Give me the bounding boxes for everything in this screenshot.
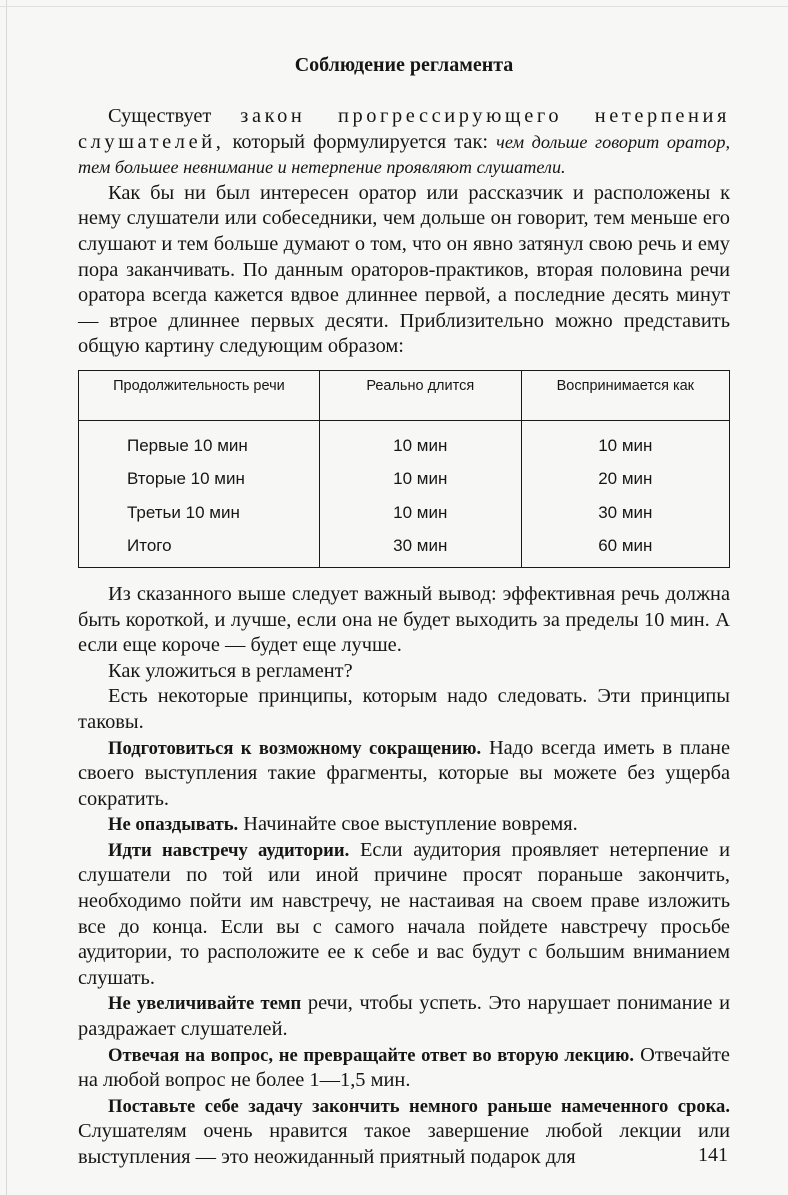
principle-heading: Идти навстречу аудитории. <box>108 839 350 861</box>
header-duration: Продолжительность речи <box>79 370 320 420</box>
paragraph-question: Как уложиться в регламент? <box>108 659 353 682</box>
duration-table <box>78 370 730 568</box>
principle-finish-early <box>78 1094 730 1171</box>
page-edge-top <box>0 6 788 7</box>
law-connector: который формулируется так: <box>224 130 497 153</box>
principle-heading: Не опаздывать. <box>108 814 239 836</box>
cell-perceived: 10 мин <box>521 420 729 462</box>
cell-perceived: 20 мин <box>521 462 729 496</box>
header-perceived: Воспринимается как <box>521 370 729 420</box>
paragraph-principles: Есть некоторые принципы, которым надо следовать. Эти принципы таковы. <box>78 685 730 733</box>
principle-audience <box>78 838 730 992</box>
table-row-total <box>79 529 730 567</box>
principle-heading: Отвечая на вопрос, не превращайте ответ во вторую лекцию. <box>108 1044 634 1066</box>
principle-text: Слушателям очень нравится такое завершение любой лекции или выступления — это неожиданный приятный подарок для <box>78 1120 730 1168</box>
cell-perceived: 60 мин <box>521 529 729 567</box>
cell-duration: Вторые 10 мин <box>79 462 320 496</box>
page-edge-left <box>6 0 7 1195</box>
page-body <box>78 52 730 1171</box>
paragraph-law <box>78 104 730 181</box>
paragraph-conclusion: Из сказанного выше следует важный вывод: эффективная речь должна быть короткой, и лучше, если она не будет выходить за пределы 10 мин. А если еще короче — будет еще лучше. <box>78 582 730 657</box>
table-row <box>79 420 730 462</box>
cell-actual: 10 мин <box>319 462 521 496</box>
cell-actual: 10 мин <box>319 496 521 530</box>
principle-answers <box>78 1043 730 1094</box>
principle-text: Начинайте свое выступление вовремя. <box>238 813 578 836</box>
table-header-row <box>79 370 730 420</box>
law-name: закон прогрессирующего нетерпения слушателей, <box>78 105 730 153</box>
cell-actual: 30 мин <box>319 529 521 567</box>
cell-duration: Первые 10 мин <box>79 420 320 462</box>
cell-perceived: 30 мин <box>521 496 729 530</box>
law-formulation: чем дольше говорит оратор, тем большее невнимание и нетерпение проявляют слушатели. <box>78 131 730 178</box>
principle-punctual <box>78 812 730 838</box>
table-row <box>79 462 730 496</box>
cell-duration: Третьи 10 мин <box>79 496 320 530</box>
cell-actual: 10 мин <box>319 420 521 462</box>
principle-text: речи, чтобы успеть. Это нарушает понимание и раздражает слушателей. <box>78 992 730 1041</box>
table-row <box>79 496 730 530</box>
principle-tempo <box>78 991 730 1042</box>
principle-text: Если аудитория проявляет нетерпение и слушатели по той или иной причине просят пораньше закончить, необходимо пойти им навстречу, не настаивая на своем праве изложить все до конца. Если вы с самого начала пойдете навстречу просьбе аудитории, то расположите ее к себе и вас будут с большим вниманием слушать. <box>78 838 731 989</box>
principle-prepare <box>78 736 730 813</box>
section-title: Соблюдение регламента <box>294 54 514 76</box>
principle-text: Отвечайте на любой вопрос не более 1—1,5 мин. <box>78 1043 730 1092</box>
principle-text: Надо всегда иметь в плане своего выступления такие фрагменты, которые вы можете без ущерба сократить. <box>78 736 730 810</box>
principle-heading: Не увеличивайте темп <box>108 993 302 1015</box>
cell-duration: Итого <box>79 529 320 567</box>
principle-heading: Подготовиться к возможному сокращению. <box>108 737 482 759</box>
header-actual: Реально длится <box>319 370 521 420</box>
page-number: 141 <box>698 1144 728 1166</box>
law-intro: Существует <box>108 105 241 127</box>
principle-heading: Поставьте себе задачу закончить немного раньше намеченного срока. <box>108 1095 730 1117</box>
paragraph-explanation: Как бы ни был интересен оратор или рассказчик и расположены к нему слушатели или собеседники, чем дольше он говорит, тем меньше его слушают и тем больше думают о том, что он явно затянул свою речь и ему пора заканчивать. По данным ораторов-практиков, вторая половина речи оратора всегда кажется вдвое длиннее первой, а последние десять минут — втрое длиннее первых десяти. Приблизительно можно представить общую картину следующим образом: <box>78 181 730 358</box>
